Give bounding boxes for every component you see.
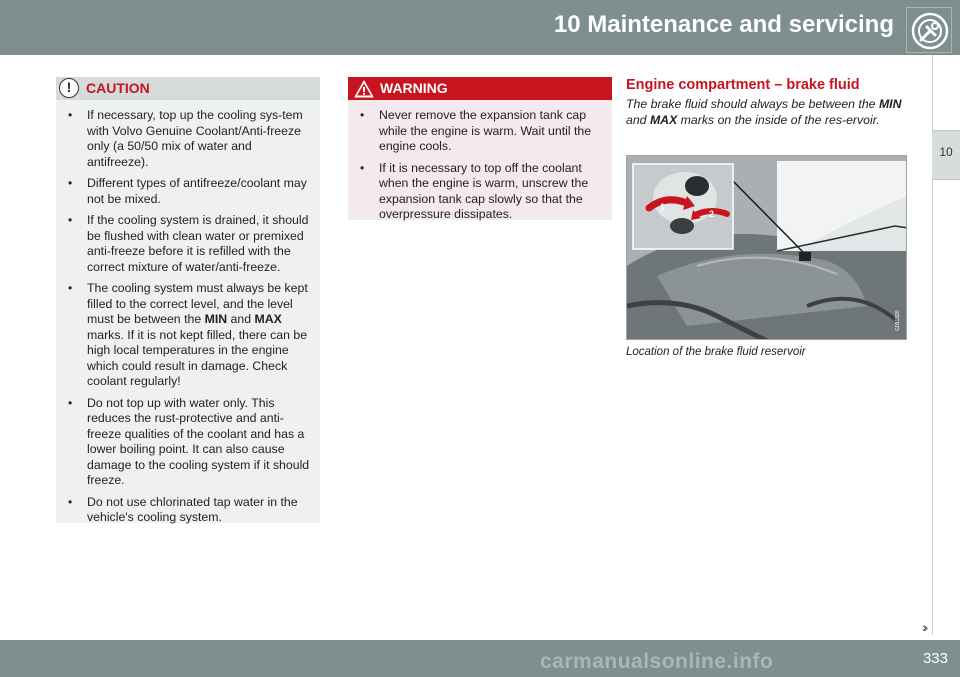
- max-mark: MAX: [254, 312, 282, 326]
- caution-item: • Do not use chlorinated tap water in the vehicle's cooling system.: [62, 495, 312, 526]
- chapter-tab-label: 10: [939, 145, 953, 159]
- figure-caption: Location of the brake fluid reservoir: [626, 346, 806, 358]
- intro-text: and: [626, 112, 650, 127]
- max-mark: MAX: [649, 112, 678, 127]
- caution-list: [56, 100, 320, 526]
- intro-text: The brake fluid should always be between the: [626, 97, 879, 111]
- engine-compartment-image: [626, 155, 907, 340]
- warning-title: WARNING: [380, 80, 448, 96]
- figure-code: G031820: [895, 310, 901, 331]
- warning-item: • If it is necessary to top off the coolant when the engine is warm, unscrew the expansion tank cap slowly so that the overpressure dissipates.: [354, 161, 604, 223]
- caution-item-text: marks. If it is not kept filled, there can be high local temperatures in the engine which could result in damage. Check coolant regularly!: [87, 327, 308, 388]
- figure-label: 1: [660, 202, 666, 212]
- caution-box: [56, 77, 320, 523]
- watermark: carmanualsonline.info: [540, 650, 774, 673]
- min-mark: MIN: [878, 97, 902, 111]
- exclamation-icon: !: [59, 78, 79, 98]
- intro-text: marks on the inside of the res-ervoir.: [677, 112, 880, 127]
- section-title: Engine compartment – brake fluid: [626, 77, 860, 93]
- section-intro: [626, 97, 912, 128]
- warning-list: [348, 100, 612, 223]
- caution-title: CAUTION: [86, 80, 150, 96]
- page-header: [0, 0, 960, 55]
- page-footer: [0, 640, 960, 677]
- caution-item: • Different types of antifreeze/coolant may not be mixed.: [62, 176, 312, 207]
- caution-item-text: The cooling system must always be kept filled to the correct level, and the level must be between the: [87, 281, 308, 326]
- wrench-gear-icon: [906, 7, 952, 53]
- caution-item: [62, 281, 312, 390]
- warning-header: [348, 77, 612, 100]
- caution-item-text: and: [227, 312, 255, 326]
- warning-item: • Never remove the expansion tank cap while the engine is warm. Wait until the engine cools.: [354, 108, 604, 155]
- chapter-tab[interactable]: [932, 130, 960, 180]
- warning-box: [348, 77, 612, 220]
- next-page-arrows: ››: [922, 619, 926, 635]
- caution-item: • If necessary, top up the cooling sys-tem with Volvo Genuine Coolant/Anti-freeze only (a 50/50 mix of water and antifreeze).: [62, 108, 312, 170]
- caution-item: • If the cooling system is drained, it should be flushed with clean water or premixed anti-freeze before it is refilled with the correct mixture of water/anti-freeze.: [62, 213, 312, 275]
- min-mark: MIN: [204, 312, 228, 326]
- page-number: 333: [922, 650, 948, 667]
- chapter-title: 10 Maintenance and servicing: [553, 11, 894, 38]
- figure-label: 2: [709, 209, 715, 219]
- warning-triangle-icon: [354, 80, 374, 98]
- caution-item: • Do not top up with water only. This reduces the rust-protective and anti-freeze qualities of the coolant and has a lower boiling point. It can also cause damage to the cooling system if it should freeze.: [62, 396, 312, 489]
- caution-header: [56, 77, 320, 100]
